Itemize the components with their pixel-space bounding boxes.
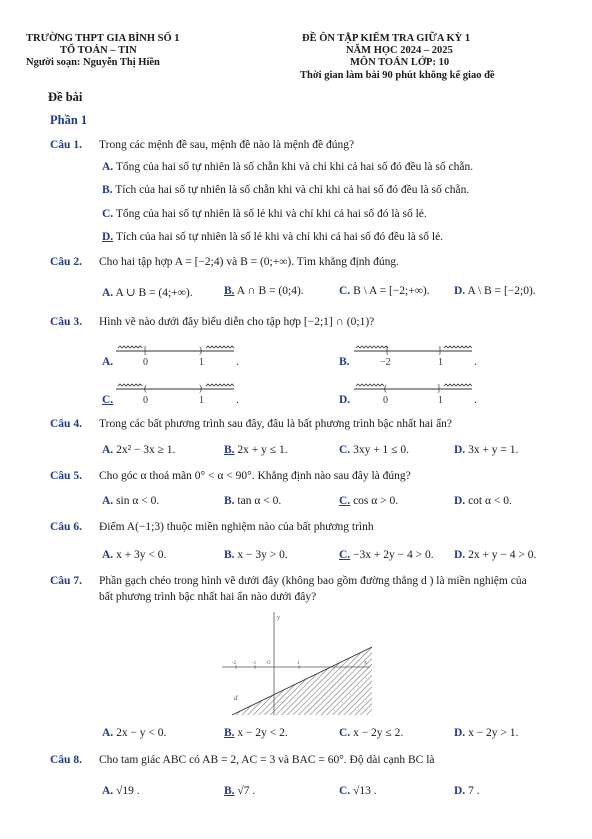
- q8-option-b: B. √7 .: [224, 785, 256, 797]
- part-title: Phần 1: [50, 113, 88, 127]
- q6-text: Điểm A(−1;3) thuộc miền nghiệm nào của bất phương trình: [99, 521, 374, 533]
- q6-option-d: D. 2x + y − 4 > 0.: [454, 549, 537, 561]
- q3-option-b-label: B.: [339, 356, 350, 368]
- q8-option-d: D. 7 .: [454, 785, 480, 797]
- tick-label: -1: [252, 661, 257, 666]
- svg-text:(: (: [384, 383, 387, 393]
- q3-text: Hình vẽ nào dưới đây biểu diễn cho tập hợp [−2;1] ∩ (0;1)?: [99, 316, 375, 328]
- q3-option-d-label: D.: [339, 394, 351, 406]
- subject: MÔN TOÁN LỚP: 10: [350, 57, 450, 68]
- q5-option-c: C. cos α > 0.: [339, 495, 399, 507]
- q6-option-b: B. x − 3y > 0.: [224, 549, 288, 561]
- q3-number-line-c: [114, 378, 236, 408]
- q6-number: Câu 6.: [50, 521, 82, 533]
- exam-title: ĐỀ ÔN TẬP KIỂM TRA GIỮA KỲ 1: [302, 33, 471, 44]
- q2-text: Cho hai tập hợp A = [−2;4) và B = (0;+∞). Tìm khẳng định đúng.: [99, 256, 400, 268]
- q3-number: Câu 3.: [50, 316, 82, 328]
- svg-text:[: [: [386, 345, 389, 355]
- q1-option-b: B. Tích của hai số tự nhiên là số chẵn khi và chỉ khi cả hai số đó đều là số chẵn.: [102, 184, 470, 196]
- q7-text-line1: Phần gạch chéo trong hình vẽ dưới đây (không bao gồm đường thẳng d ) là miền nghiệm của: [99, 575, 527, 587]
- q6-option-c: C. −3x + 2y − 4 > 0.: [339, 549, 434, 561]
- q3-number-line-b: [352, 340, 474, 370]
- tick-label: 0: [143, 357, 148, 368]
- q5-option-d: D. cot α < 0.: [454, 495, 512, 507]
- q2-number: Câu 2.: [50, 256, 82, 268]
- q4-text: Trong các bất phương trình sau đây, đâu là bất phương trình bậc nhất hai ẩn?: [99, 418, 453, 430]
- origin-label: O: [267, 661, 271, 666]
- q3-number-line-d: [352, 378, 474, 408]
- q7-option-b: B. x − 2y < 2.: [224, 727, 288, 739]
- q3-option-a-label: A.: [102, 356, 114, 368]
- svg-text:]: ]: [438, 345, 441, 355]
- q7-option-c: C. x − 2y ≤ 2.: [339, 727, 404, 739]
- q1-option-d: D. Tích của hai số tự nhiên là số lẻ khi và chỉ khi cả hai số đó đều là số lẻ.: [102, 231, 444, 243]
- q2-option-a: A. A ∪ B = (4;+∞).: [102, 287, 193, 299]
- q8-option-c: C. √13 .: [339, 785, 377, 797]
- tick-label: 1: [199, 357, 204, 368]
- tick-label: −2: [380, 357, 391, 368]
- q2-option-c: C. B \ A = [−2;+∞).: [339, 285, 430, 297]
- department: TỔ TOÁN – TIN: [60, 45, 137, 56]
- q1-option-a: A. Tổng của hai số tự nhiên là số chẵn khi và chỉ khi cả hai số đó đều là số chẵn.: [102, 161, 474, 173]
- tick-label: 1: [199, 395, 204, 406]
- tick-label: 1: [297, 661, 300, 666]
- line-label: d: [234, 694, 238, 702]
- q3-number-line-a: [114, 340, 236, 370]
- school-year: NĂM HỌC 2024 – 2025: [346, 45, 453, 56]
- q2-option-d: D. A \ B = [−2;0).: [454, 285, 536, 297]
- q3-option-c-label: C.: [102, 394, 114, 406]
- q4-option-c: C. 3xy + 1 ≤ 0.: [339, 444, 409, 456]
- q6-option-a: A. x + 3y < 0.: [102, 549, 167, 561]
- q7-graph: [222, 610, 372, 715]
- q1-text: Trong các mệnh đề sau, mệnh đề nào là mệnh đề đúng?: [99, 139, 355, 151]
- q7-option-d: D. x − 2y > 1.: [454, 727, 519, 739]
- time-note: Thời gian làm bài 90 phút không kể giao đề: [300, 70, 495, 81]
- q8-option-a: A. √19 .: [102, 785, 140, 797]
- tick-label: -2: [232, 661, 237, 666]
- q1-option-c: C. Tổng của hai số tự nhiên là số lẻ khi và chỉ khi cả hai số đó là số lẻ.: [102, 208, 427, 220]
- tick-label: 1: [438, 357, 443, 368]
- school-name: TRƯỜNG THPT GIA BÌNH SỐ 1: [26, 33, 180, 44]
- tick-label: 0: [383, 395, 388, 406]
- q8-number: Câu 8.: [50, 754, 82, 766]
- svg-text:): ): [199, 345, 202, 355]
- y-label: y: [277, 615, 280, 621]
- section-title: Đề bài: [48, 90, 83, 104]
- q4-option-d: D. 3x + y = 1.: [454, 444, 519, 456]
- q2-option-b: B. A ∩ B = (0;4).: [224, 285, 304, 297]
- q7-number: Câu 7.: [50, 575, 82, 587]
- q8-text: Cho tam giác ABC có AB = 2, AC = 3 và BAC = 60°. Độ dài cạnh BC là: [99, 754, 435, 766]
- q1-number: Câu 1.: [50, 139, 82, 151]
- svg-text:[: [: [144, 345, 147, 355]
- q4-option-b: B. 2x + y ≤ 1.: [224, 444, 288, 456]
- tick-label: 1: [438, 395, 443, 406]
- svg-text:(: (: [144, 383, 147, 393]
- q4-option-a: A. 2x² − 3x ≥ 1.: [102, 444, 176, 456]
- svg-text:): ): [199, 383, 202, 393]
- q4-number: Câu 4.: [50, 418, 82, 430]
- q5-number: Câu 5.: [50, 470, 82, 482]
- tick-label: 0: [143, 395, 148, 406]
- q5-text: Cho góc α thoả mãn 0° < α < 90°. Khẳng định nào sau đây là đúng?: [99, 470, 411, 482]
- q5-option-a: A. sin α < 0.: [102, 495, 160, 507]
- author: Người soạn: Nguyễn Thị Hiền: [26, 57, 160, 68]
- x-label: x: [364, 660, 367, 666]
- svg-text:]: ]: [437, 383, 440, 393]
- q7-option-a: A. 2x − y < 0.: [102, 727, 167, 739]
- q7-text-line2: bất phương trình bậc nhất hai ẩn nào dưới đây?: [99, 591, 317, 603]
- q5-option-b: B. tan α < 0.: [224, 495, 282, 507]
